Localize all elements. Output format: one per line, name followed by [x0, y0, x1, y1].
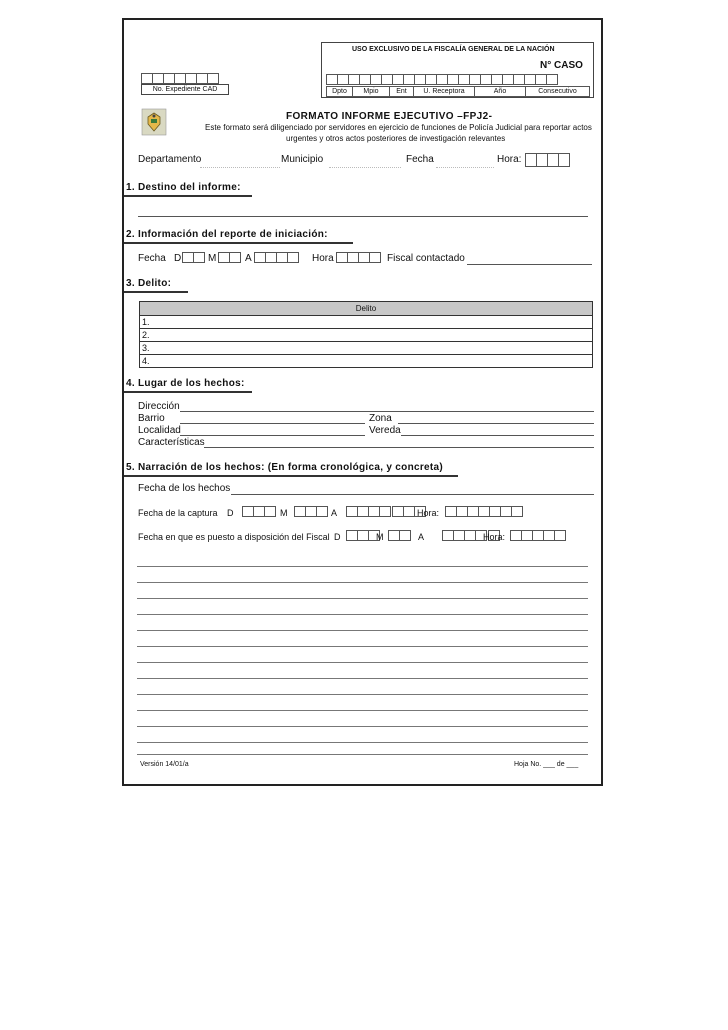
fiscal-contactado-field[interactable] — [467, 264, 592, 265]
caso-box — [321, 42, 594, 98]
delito-header: Delito — [140, 302, 592, 315]
fecha-disposicion-label: Fecha en que es puesto a disposición del Fiscal — [138, 532, 330, 542]
captura-d-cells[interactable] — [242, 506, 275, 517]
section-narracion-title: 5. Narración de los hechos: (En forma cronológica, y concreta) — [124, 460, 458, 477]
iniciacion-m-label: M — [208, 253, 217, 264]
narracion-line[interactable] — [137, 582, 588, 583]
caracteristicas-label: Características — [138, 437, 205, 448]
delito-row[interactable]: 4. — [140, 354, 592, 367]
narracion-line[interactable] — [137, 598, 588, 599]
section-delito-title: 3. Delito: — [124, 276, 188, 293]
section-lugar-title: 4. Lugar de los hechos: — [124, 376, 252, 393]
form-subtitle-1: Este formato será diligenciado por servidores en ejercicio de funciones de Policía Judicial para reportar actos — [205, 123, 592, 132]
iniciacion-d-label: D — [174, 253, 182, 264]
delito-table — [139, 301, 593, 368]
vereda-field[interactable] — [401, 435, 594, 436]
hoja-label: Hoja No. ___ de ___ — [514, 761, 579, 768]
zona-label: Zona — [369, 413, 392, 424]
direccion-field[interactable] — [180, 411, 594, 412]
section-destino-title: 1. Destino del informe: — [124, 180, 252, 197]
narracion-line[interactable] — [137, 566, 588, 567]
fecha-label: Fecha — [406, 154, 434, 165]
uso-exclusivo-label: USO EXCLUSIVO DE LA FISCALÍA GENERAL DE LA NACIÓN — [352, 46, 555, 53]
delito-row[interactable]: 3. — [140, 341, 592, 354]
caso-col-consecutivo: Consecutivo — [538, 88, 577, 95]
iniciacion-hora-cells[interactable] — [336, 252, 380, 263]
fecha-field[interactable] — [436, 167, 494, 168]
narracion-line[interactable] — [137, 630, 588, 631]
narracion-line[interactable] — [137, 726, 588, 727]
captura-m-label: M — [280, 508, 288, 518]
disposicion-hora-cells[interactable] — [510, 530, 565, 541]
captura-a-cells[interactable] — [346, 506, 390, 517]
narracion-line[interactable] — [137, 662, 588, 663]
barrio-label: Barrio — [138, 413, 165, 424]
narracion-line[interactable] — [137, 694, 588, 695]
disposicion-a-label: A — [418, 532, 425, 542]
zona-field[interactable] — [398, 423, 594, 424]
section-iniciacion-title: 2. Información del reporte de iniciación: — [124, 227, 353, 244]
narracion-line[interactable] — [137, 614, 588, 615]
delito-row[interactable]: 2. — [140, 328, 592, 341]
localidad-field[interactable] — [180, 435, 365, 436]
iniciacion-d-cells[interactable] — [182, 252, 204, 263]
disposicion-m-cells[interactable] — [388, 530, 410, 541]
captura-hora-cells[interactable] — [445, 506, 522, 517]
narracion-line[interactable] — [137, 646, 588, 647]
municipio-label: Municipio — [281, 154, 324, 165]
delito-row[interactable]: 1. — [140, 315, 592, 328]
disposicion-d-cells[interactable] — [346, 530, 379, 541]
n-caso-label: N° CASO — [540, 60, 583, 71]
disposicion-d-label: D — [334, 532, 341, 542]
fecha-hechos-field[interactable] — [231, 494, 594, 495]
fecha-hechos-label: Fecha de los hechos — [138, 483, 231, 494]
disposicion-hora-label: Hora: — [483, 532, 506, 542]
disposicion-m-label: M — [376, 532, 384, 542]
form-title: FORMATO INFORME EJECUTIVO –FPJ2- — [286, 111, 493, 122]
municipio-field[interactable] — [329, 167, 401, 168]
iniciacion-m-cells[interactable] — [218, 252, 240, 263]
destino-field[interactable] — [138, 216, 588, 217]
captura-m-cells[interactable] — [294, 506, 327, 517]
iniciacion-a-label: A — [245, 253, 252, 264]
fecha-captura-label: Fecha de la captura — [138, 508, 218, 518]
iniciacion-hora-label: Hora — [312, 253, 334, 264]
caso-col-receptora: U. Receptora — [414, 87, 475, 96]
disposicion-a-cells[interactable] — [442, 530, 486, 541]
caso-labels-row — [326, 86, 590, 97]
form-page — [122, 18, 603, 786]
captura-d-label: D — [227, 508, 234, 518]
caso-col-ano: Año — [475, 87, 526, 96]
narracion-line[interactable] — [137, 742, 588, 743]
vereda-label: Vereda — [369, 425, 401, 436]
version-label: Versión 14/01/a — [140, 761, 189, 768]
departamento-label: Departamento — [138, 154, 202, 165]
caso-col-mpio: Mpio — [353, 87, 390, 96]
narracion-line[interactable] — [137, 710, 588, 711]
hora-label: Hora: — [497, 154, 522, 165]
caso-col-dpto: Dpto — [327, 87, 353, 96]
barrio-field[interactable] — [180, 423, 365, 424]
localidad-label: Localidad — [138, 425, 181, 436]
iniciacion-fecha-label: Fecha — [138, 253, 166, 264]
narracion-line[interactable] — [137, 678, 588, 679]
iniciacion-a-cells[interactable] — [254, 252, 298, 263]
direccion-label: Dirección — [138, 401, 180, 412]
captura-hora-label: Hora: — [417, 508, 440, 518]
caso-cells[interactable] — [326, 74, 557, 85]
captura-a-label: A — [331, 508, 338, 518]
hora-cells[interactable] — [525, 153, 569, 167]
departamento-field[interactable] — [200, 167, 280, 168]
narracion-line[interactable] — [137, 754, 588, 755]
expediente-cells[interactable] — [141, 73, 218, 84]
fiscal-contactado-label: Fiscal contactado — [387, 253, 465, 264]
caso-col-ent: Ent — [390, 87, 414, 96]
expediente-label: No. Expediente CAD — [141, 84, 229, 95]
caracteristicas-field[interactable] — [204, 447, 594, 448]
seal-icon — [141, 108, 167, 136]
form-subtitle-2: urgentes y otros actos posteriores de investigación relevantes — [286, 134, 506, 143]
